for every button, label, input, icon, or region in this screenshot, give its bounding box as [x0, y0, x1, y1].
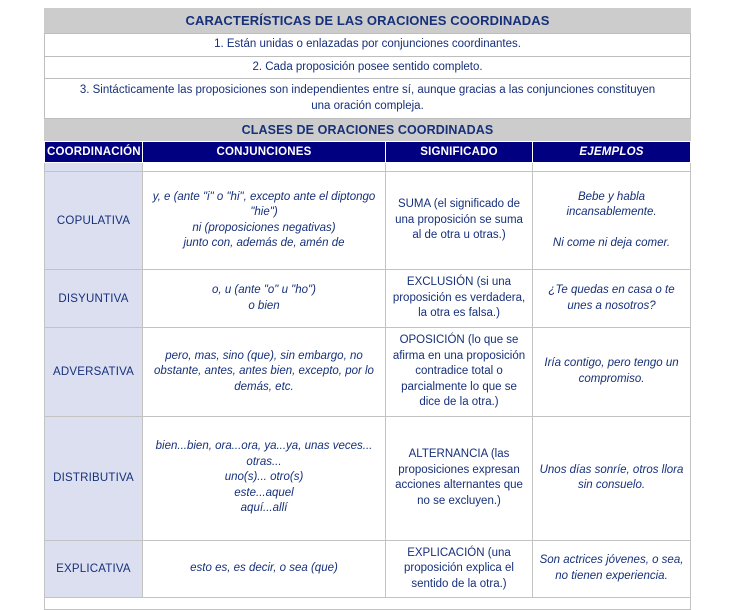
- characteristic-row: [45, 34, 691, 57]
- table-header-row: [45, 142, 691, 163]
- row-significado-disyuntiva: EXCLUSIÓN (si una proposición es verdadera, la otra es falsa.): [386, 270, 533, 328]
- column-header-significado: SIGNIFICADO: [386, 142, 533, 163]
- row-category-distributiva: DISTRIBUTIVA: [45, 416, 143, 540]
- row-ejemplos-distributiva: Unos días sonríe, otros llora sin consuelo.: [533, 416, 691, 540]
- footer-blank-cell: [45, 598, 691, 610]
- row-ejemplos-copulativa: Bebe y habla incansablemente. Ni come ni deja comer.: [533, 172, 691, 270]
- spacer-cell: [386, 163, 533, 172]
- coordinated-sentences-table: [44, 8, 691, 610]
- table-row: [45, 416, 691, 540]
- title-banner-row: [45, 8, 691, 34]
- row-conjunciones-copulativa: y, e (ante "i" o "hi", excepto ante el diptongo "hie") ni (proposiciones negativas) junto con, además de, amén de: [143, 172, 386, 270]
- page-title: CARACTERÍSTICAS DE LAS ORACIONES COORDINADAS: [45, 8, 691, 34]
- characteristic-2: 2. Cada proposición posee sentido completo.: [45, 56, 691, 79]
- row-ejemplos-disyuntiva: ¿Te quedas en casa o te unes a nosotros?: [533, 270, 691, 328]
- column-header-ejemplos: EJEMPLOS: [533, 142, 691, 163]
- row-significado-distributiva: ALTERNANCIA (las proposiciones expresan acciones alternantes que no se excluyen.): [386, 416, 533, 540]
- row-conjunciones-adversativa: pero, mas, sino (que), sin embargo, no obstante, antes, antes bien, excepto, por lo demás, etc.: [143, 328, 386, 417]
- table-row: [45, 172, 691, 270]
- column-header-coordinacion: COORDINACIÓN: [45, 142, 143, 163]
- classes-section-title: CLASES DE ORACIONES COORDINADAS: [45, 119, 691, 142]
- characteristic-row: [45, 56, 691, 79]
- row-category-explicativa: EXPLICATIVA: [45, 540, 143, 598]
- row-ejemplos-explicativa: Son actrices jóvenes, o sea, no tienen experiencia.: [533, 540, 691, 598]
- header-underrow: [45, 163, 691, 172]
- characteristic-1: 1. Están unidas o enlazadas por conjunciones coordinantes.: [45, 34, 691, 57]
- column-header-conjunciones: CONJUNCIONES: [143, 142, 386, 163]
- row-ejemplos-adversativa: Iría contigo, pero tengo un compromiso.: [533, 328, 691, 417]
- classes-banner-row: [45, 119, 691, 142]
- spacer-cell: [143, 163, 386, 172]
- row-conjunciones-disyuntiva: o, u (ante "o" u "ho") o bien: [143, 270, 386, 328]
- row-conjunciones-explicativa: esto es, es decir, o sea (que): [143, 540, 386, 598]
- row-significado-adversativa: OPOSICIÓN (lo que se afirma en una proposición contradice total o parcialmente lo que se dice de la otra.): [386, 328, 533, 417]
- row-conjunciones-distributiva: bien...bien, ora...ora, ya...ya, unas veces... otras... uno(s)... otro(s) este...aquel aquí...allí: [143, 416, 386, 540]
- table-row: [45, 328, 691, 417]
- row-significado-explicativa: EXPLICACIÓN (una proposición explica el sentido de la otra.): [386, 540, 533, 598]
- row-category-disyuntiva: DISYUNTIVA: [45, 270, 143, 328]
- spacer-cell: [533, 163, 691, 172]
- table-footer-row: [45, 598, 691, 610]
- spacer-cell-category: [45, 163, 143, 172]
- table-row: [45, 540, 691, 598]
- row-significado-copulativa: SUMA (el significado de una proposición se suma al de otra u otras.): [386, 172, 533, 270]
- characteristic-row: [45, 79, 691, 119]
- coordinated-sentences-table-frame: [44, 8, 690, 610]
- table-row: [45, 270, 691, 328]
- characteristic-3: 3. Sintácticamente las proposiciones son independientes entre sí, aunque gracias a las conjunciones constituyen una oración compleja.: [45, 79, 691, 119]
- row-category-adversativa: ADVERSATIVA: [45, 328, 143, 417]
- row-category-copulativa: COPULATIVA: [45, 172, 143, 270]
